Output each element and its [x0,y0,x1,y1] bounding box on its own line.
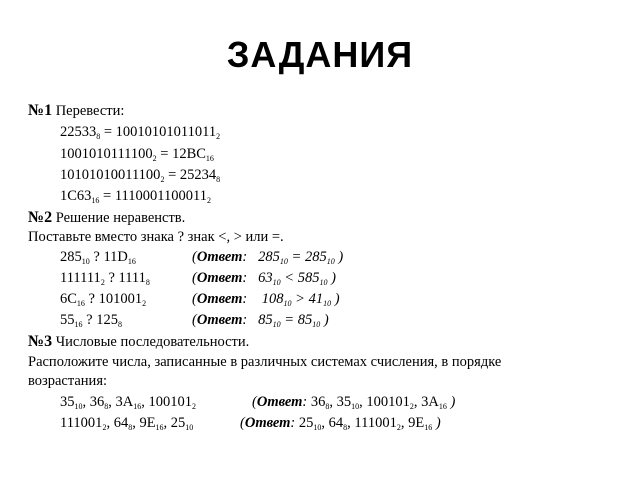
task3-instruction-cont: возрастания: [28,373,108,389]
task1-number: №1 [28,102,53,119]
task3-title: Числовые последовательности. [52,334,250,350]
task1-row: $1001010111100_2 = 12BC_{16}$ [60,146,214,163]
task1-row: $10101010011100_2 = 25234_8$ [60,167,221,184]
task3-header [28,333,249,351]
task3-row: $111001_2$, $64_8$, $9E_{16}$, $25_{10}$ (Ответ: $25_{10}$, $64_8$, $111001_2$, $9E_{16}$ ) [60,415,441,432]
task3-instruction: Расположите числа, записанные в различных системах счисления, в порядке [28,354,502,370]
task2-row: $55_{16}$ ? $125_8$ (Ответ: $85_{10} = 85_{10}$ ) [60,312,329,329]
answer: (Ответ: $108_{10} > 41_{10}$ ) [192,291,340,308]
task3-row: $35_{10}$, $36_8$, $3A_{16}$, $100101_2$ (Ответ: $36_8$, $35_{10}$, $100101_2$, $3A_{16}$ ) [60,394,456,411]
answer: (Ответ: [240,415,296,431]
task3-number: №3 [28,333,53,350]
answer: (Ответ: [252,394,308,410]
task2-title: Решение неравенств. [52,210,186,226]
task2-header [28,209,185,227]
task2-instruction: Поставьте вместо знака ? знак <, > или =. [28,229,284,245]
page-title: ЗАДАНИЯ [226,34,414,75]
task1-title: Перевести: [52,103,125,119]
task1-header [28,102,124,120]
task2-row: $111111_2$ ? $1111_8$ (Ответ: $63_{10} < 585_{10}$ ) [60,270,336,287]
answer: (Ответ: $85_{10} = 85_{10}$ ) [192,312,329,329]
task1-row: $1C63_{16} = 1110001100011_2$ [60,188,211,205]
task1-row: $22533_8 = 10010101011011_2$ [60,124,221,141]
task2-number: №2 [28,209,53,226]
task2-row: $285_{10}$ ? $11D_{16}$ (Ответ: $285_{10} = 285_{10}$ ) [60,249,344,266]
answer: (Ответ: $285_{10} = 285_{10}$ ) [192,249,344,266]
answer: (Ответ: $63_{10} < 585_{10}$ ) [192,270,336,287]
task2-row: $6C_{16}$ ? $101001_2$ (Ответ: $108_{10} > 41_{10}$ ) [60,291,340,308]
